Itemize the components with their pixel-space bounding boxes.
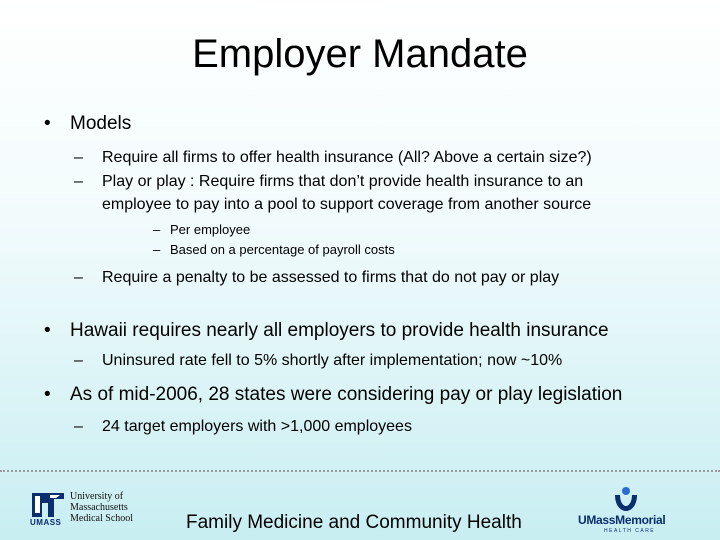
states-sub-item xyxy=(74,416,412,438)
umass-medical-school-logo xyxy=(30,491,142,531)
umass-memorial-wordmark: UMassMemorial xyxy=(578,513,666,527)
umass-wordmark: UMASS xyxy=(30,518,62,527)
footer-department: Family Medicine and Community Health xyxy=(186,512,522,533)
bullet-states-label: As of mid-2006, 28 states were considering pay or play legislation xyxy=(70,384,623,405)
dash-glyph: – xyxy=(74,352,83,369)
hawaii-sub-item xyxy=(74,350,562,372)
umass-memorial-logo xyxy=(578,486,674,536)
bullet-states xyxy=(44,383,622,407)
hawaii-sub-item-text: Uninsured rate fell to 5% shortly after implementation; now ~10% xyxy=(102,352,563,369)
umass-logo-line1: University of xyxy=(70,491,124,502)
umass-memorial-subtext: HEALTH CARE xyxy=(604,528,656,534)
dash-glyph: – xyxy=(74,149,83,166)
footer-divider xyxy=(0,470,720,472)
slide-title: Employer Mandate xyxy=(192,32,528,76)
umass-shield-icon xyxy=(30,491,66,519)
sub-item-text: Based on a percentage of payroll costs xyxy=(170,242,395,257)
bullet-glyph: • xyxy=(44,320,51,341)
bullet-models xyxy=(44,112,131,136)
models-item-text: Require a penalty to be assessed to firms that do not pay or play xyxy=(102,269,560,286)
umass-logo-text xyxy=(70,491,133,524)
dash-glyph: – xyxy=(74,269,83,286)
umass-memorial-figure-icon xyxy=(611,486,641,512)
sub-item-payroll xyxy=(153,241,395,259)
states-sub-item-text: 24 target employers with >1,000 employees xyxy=(102,418,412,435)
models-item-require-all xyxy=(74,147,592,169)
dash-glyph: – xyxy=(153,222,161,237)
models-item-play-or-play-continued: employee to pay into a pool to support coverage from another source xyxy=(102,196,592,213)
umass-logo-line2: Massachusetts xyxy=(70,502,128,513)
umass-logo-line3: Medical School xyxy=(70,513,134,524)
bullet-glyph: • xyxy=(44,113,51,134)
bullet-hawaii xyxy=(44,319,609,343)
models-item-play-or-play xyxy=(74,171,583,193)
models-item-text: Require all firms to offer health insurance (All? Above a certain size?) xyxy=(102,149,592,166)
models-item-penalty xyxy=(74,267,559,289)
dash-glyph: – xyxy=(74,173,83,190)
dash-glyph: – xyxy=(153,242,161,257)
bullet-models-label: Models xyxy=(70,113,132,134)
sub-item-text: Per employee xyxy=(170,222,251,237)
dash-glyph: – xyxy=(74,418,83,435)
sub-item-per-employee xyxy=(153,221,250,239)
bullet-hawaii-label: Hawaii requires nearly all employers to provide health insurance xyxy=(70,320,609,341)
bullet-glyph: • xyxy=(44,384,51,405)
models-item-text: Play or play : Require firms that don’t provide health insurance to an xyxy=(102,173,584,190)
